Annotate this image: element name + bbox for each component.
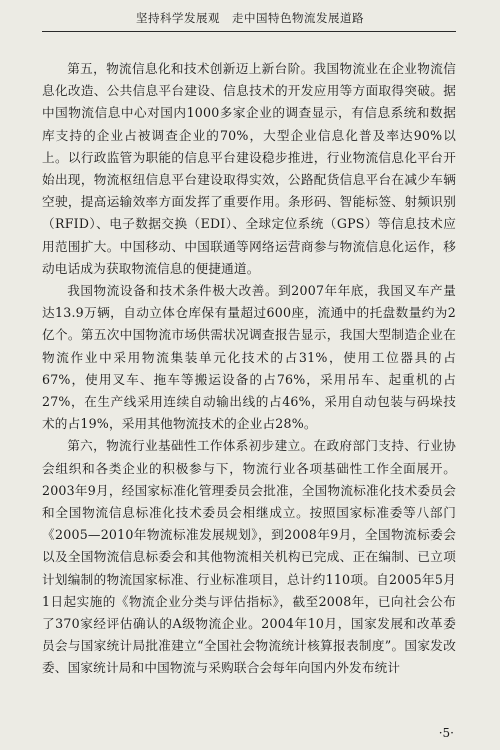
page-body [42,58,456,680]
paragraph-equipment-technology: 我国物流设备和技术条件极大改善。到2007年年底，我国叉车产量达13.9万辆，自动立体仓库保有量超过600座，流通中的托盘数量约为2亿个。第五次中国物流市场供需状况调查报告显示，我国大型制造企业在物流作业中采用物流集装单元化技术的占31%，使用工位器具的占67%，使用叉车、拖车等搬运设备的占76%，采用吊车、起重机的占27%，在生产线采用连续自动输出线的占46%，采用自动包装与码垛技术的占19%，采用其他物流技术的企业占28%。 [42,283,456,432]
paragraph-basic-work-system: 第六，物流行业基础性工作体系初步建立。在政府部门支持、行业协会组织和各类企业的积极参与下，物流行业各项基础性工作全面展开。2003年9月，经国家标准化管理委员会批准，全国物流标准化技术委员会和全国物流信息标准化技术委员会相继成立。按照国家标准委等八部门《2005—2010年物流标准发展规划》，到2008年9月，全国物流标委会以及全国物流信息标委会和其他物流相关机构已完成、正在编制、已立项计划编制的物流国家标准、行业标准项目，总计约110项。自2005年5月1日起实施的《物流企业分类与评估指标》，截至2008年，已向社会公布了370家经评估确认的A级物流企业。2004年10月，国家发展和改革委员会与国家统计局批准建立“全国社会物流统计核算报表制度”。国家发改委、国家统计局和中国物流与采购联合会每年向国内外发布统计 [42,438,456,676]
running-header: 坚持科学发展观 走中国特色物流发展道路 [136,11,364,25]
paragraph-logistics-informatization: 第五，物流信息化和技术创新迈上新台阶。我国物流业在企业物流信息化改造、公共信息平台建设、信息技术的开发应用等方面取得突破。据中国物流信息中心对国内1000多家企业的调查显示，有信息系统和数据库支持的企业占被调查企业的70%，大型企业信息化普及率达90%以上。以行政监管为职能的信息平台建设稳步推进，行业物流信息化平台开始出现，物流枢纽信息平台建设取得实效，公路配货信息平台在减少车辆空驶，提高运输效率方面发挥了重要作用。条形码、智能标签、射频识别（RFID）、电子数据交换（EDI）、全球定位系统（GPS）等信息技术应用范围扩大。中国移动、中国联通等网络运营商参与物流信息化运作，移动电话成为获取物流信息的便捷通道。 [42,61,456,276]
header-rule [42,31,456,32]
page-number: ·5· [438,726,454,740]
